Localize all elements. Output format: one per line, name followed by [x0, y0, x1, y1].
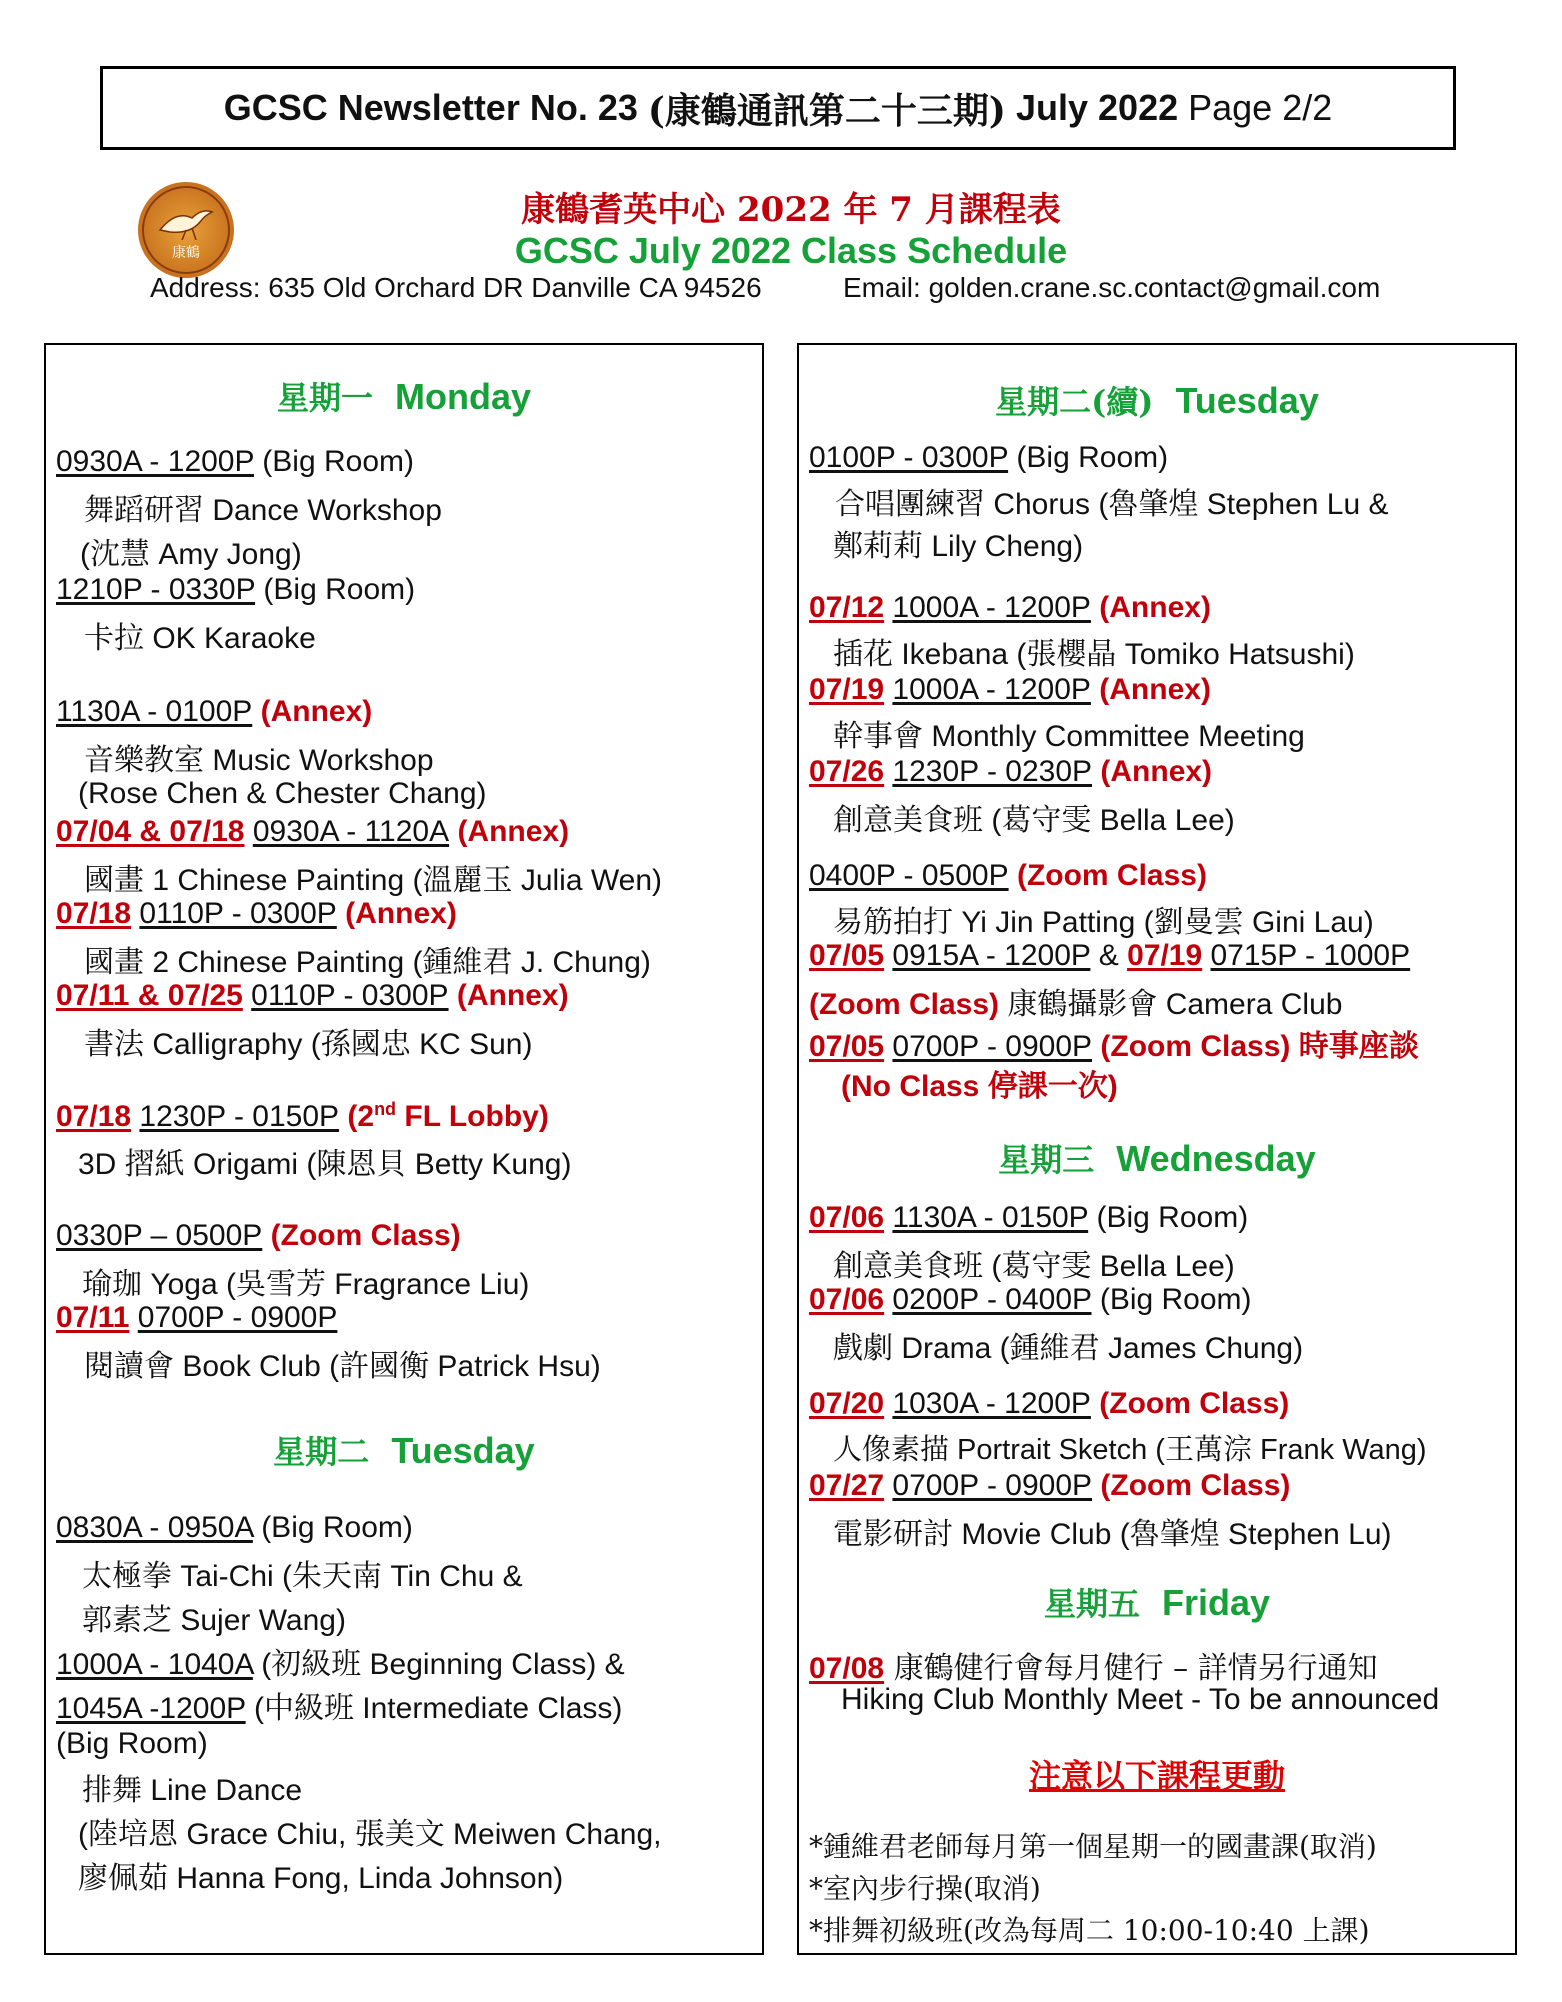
email: Email: golden.crane.sc.contact@gmail.com: [843, 272, 1381, 303]
left-column: [44, 343, 764, 1955]
class-teacher: 鄭莉莉 Lily Cheng): [833, 530, 1084, 563]
class-time: 0330P – 0500P (Zoom Class): [56, 1219, 461, 1252]
class-title: 易筋拍打 Yi Jin Patting (劉曼雲 Gini Lau): [833, 906, 1374, 939]
right-column: [797, 343, 1517, 1955]
class-note: (No Class 停課一次): [841, 1070, 1118, 1103]
day-heading-tuesday-cont: 星期二(續) Tuesday: [995, 380, 1319, 421]
address: Address: 635 Old Orchard DR Danville CA 94526: [150, 272, 762, 303]
class-title: 合唱團練習 Chorus (魯肇煌 Stephen Lu &: [835, 488, 1389, 521]
newsletter-header: [100, 66, 1456, 150]
class-time: 07/18 1230P - 0150P (2nd FL Lobby): [56, 1099, 549, 1133]
logo-label: 康鶴: [172, 245, 200, 261]
class-title: (Zoom Class) 康鶴攝影會 Camera Club: [809, 988, 1343, 1021]
class-title: 太極拳 Tai-Chi (朱天南 Tin Chu &: [82, 1560, 523, 1593]
class-time: 07/26 1230P - 0230P (Annex): [809, 755, 1213, 788]
class-title: 電影研討 Movie Club (魯肇煌 Stephen Lu): [833, 1518, 1392, 1551]
class-title: 舞蹈研習 Dance Workshop: [84, 494, 442, 527]
class-title: 3D 摺紙 Origami (陳恩貝 Betty Kung): [78, 1148, 572, 1181]
class-time: 07/05 0700P - 0900P (Zoom Class) 時事座談: [809, 1030, 1419, 1063]
class-time: 1130A - 0100P (Annex): [56, 695, 373, 728]
class-title: 國畫 2 Chinese Painting (鍾維君 J. Chung): [84, 946, 651, 979]
class-teacher: 郭素芝 Sujer Wang): [82, 1604, 346, 1637]
class-title: Hiking Club Monthly Meet - To be announced: [841, 1683, 1440, 1716]
class-title: 音樂教室 Music Workshop: [84, 744, 434, 777]
page-number: Page 2/2: [1188, 87, 1333, 128]
day-heading-friday: 星期五 Friday: [1043, 1582, 1271, 1623]
notice-title: 注意以下課程更動: [1028, 1757, 1285, 1795]
class-time: 07/04 & 07/18 0930A - 1120A (Annex): [56, 815, 570, 848]
class-title: 書法 Calligraphy (孫國忠 KC Sun): [84, 1028, 533, 1061]
class-title: 瑜珈 Yoga (吳雪芳 Fragrance Liu): [82, 1268, 530, 1301]
notice-item: *排舞初級班(改為每周二 10:00-10:40 上課): [809, 1914, 1370, 1947]
class-teacher: (Rose Chen & Chester Chang): [78, 777, 487, 810]
class-time: 07/06 0200P - 0400P (Big Room): [809, 1283, 1252, 1316]
class-title: 創意美食班 (葛守雯 Bella Lee): [833, 804, 1235, 837]
class-title: 人像素描 Portrait Sketch (王萬淙 Frank Wang): [833, 1434, 1427, 1466]
class-time: 07/12 1000A - 1200P (Annex): [809, 591, 1211, 624]
notice-item: *鍾維君老師每月第一個星期一的國畫課(取消): [809, 1830, 1377, 1863]
class-time: 0100P - 0300P (Big Room): [809, 441, 1169, 474]
class-teacher: (沈慧 Amy Jong): [80, 538, 302, 571]
class-title: 插花 Ikebana (張櫻晶 Tomiko Hatsushi): [833, 638, 1355, 671]
class-time: 07/19 1000A - 1200P (Annex): [809, 673, 1211, 706]
class-title: 閱讀會 Book Club (許國衡 Patrick Hsu): [84, 1350, 601, 1383]
class-time: 07/06 1130A - 0150P (Big Room): [809, 1201, 1249, 1234]
class-title: 排舞 Line Dance: [82, 1774, 303, 1807]
class-teacher: (陸培恩 Grace Chiu, 張美文 Meiwen Chang,: [78, 1818, 662, 1851]
class-teacher: 廖佩茹 Hanna Fong, Linda Johnson): [78, 1862, 564, 1895]
class-time: 1045A -1200P (中級班 Intermediate Class): [56, 1692, 623, 1725]
class-time: 0830A - 0950A (Big Room): [56, 1511, 413, 1544]
class-time: 1000A - 1040A (初級班 Beginning Class) &: [56, 1648, 625, 1681]
day-heading-monday: 星期一 Monday: [276, 376, 532, 417]
schedule-title-cn: 康鶴耆英中心 2022 年 7 月課程表: [521, 190, 1061, 230]
class-time: 07/08 康鶴健行會每月健行 – 詳情另行通知: [809, 1651, 1378, 1686]
class-time: 0400P - 0500P (Zoom Class): [809, 859, 1207, 892]
class-room: (Big Room): [56, 1727, 208, 1760]
class-time: 07/11 & 07/25 0110P - 0300P (Annex): [56, 979, 569, 1012]
newsletter-number-cn: (康鶴通訊第二十三期): [647, 89, 1006, 132]
day-heading-wednesday: 星期三 Wednesday: [998, 1138, 1316, 1179]
class-title: 戲劇 Drama (鍾維君 James Chung): [833, 1332, 1304, 1365]
newsletter-number: GCSC Newsletter No. 23: [223, 87, 638, 128]
schedule-title-en: GCSC July 2022 Class Schedule: [514, 230, 1068, 271]
class-title: 創意美食班 (葛守雯 Bella Lee): [833, 1250, 1235, 1283]
class-title: 卡拉 OK Karaoke: [84, 622, 316, 655]
class-time: 07/11 0700P - 0900P: [56, 1301, 338, 1334]
notice-item: *室內步行操(取消): [809, 1872, 1041, 1905]
class-title: 幹事會 Monthly Committee Meeting: [833, 720, 1305, 753]
class-time: 1210P - 0330P (Big Room): [56, 573, 416, 606]
class-time: 07/27 0700P - 0900P (Zoom Class): [809, 1469, 1291, 1502]
newsletter-month: July 2022: [1015, 87, 1179, 128]
class-time: 07/18 0110P - 0300P (Annex): [56, 897, 457, 930]
class-time: 07/20 1030A - 1200P (Zoom Class): [809, 1387, 1290, 1420]
class-title: 國畫 1 Chinese Painting (溫麗玉 Julia Wen): [84, 864, 662, 897]
class-time: 07/05 0915A - 1200P & 07/19 0715P - 1000P: [809, 939, 1411, 972]
class-time: 0930A - 1200P (Big Room): [56, 445, 415, 478]
day-heading-tuesday: 星期二 Tuesday: [273, 1430, 535, 1471]
